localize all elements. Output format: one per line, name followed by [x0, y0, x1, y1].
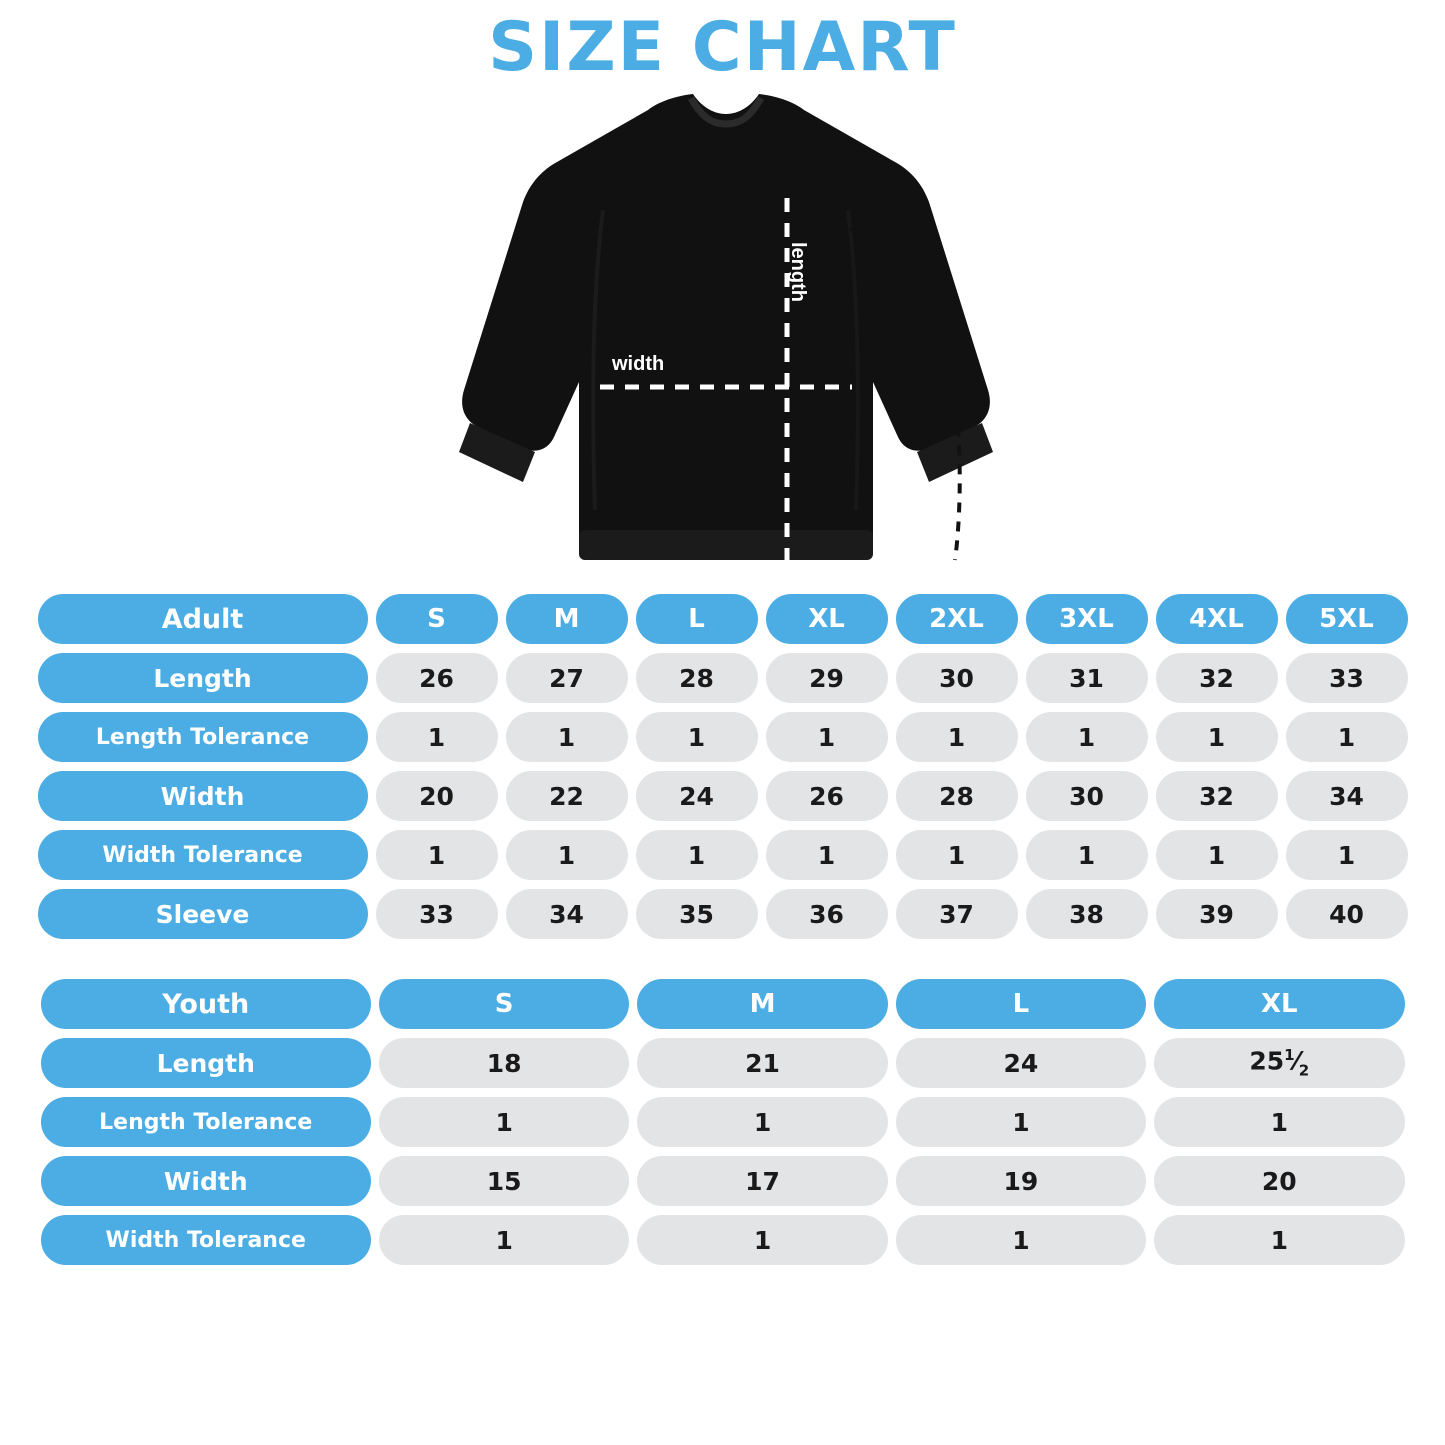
adult-length-tol-xl: 1 — [766, 712, 888, 762]
adult-sleeve-m: 34 — [506, 889, 628, 939]
adult-length-tol-s: 1 — [376, 712, 498, 762]
sleeve-label: sleeve — [896, 286, 934, 348]
page-title: SIZE CHART — [488, 8, 957, 87]
adult-row-label-length: Length — [38, 653, 368, 703]
adult-length-s: 26 — [376, 653, 498, 703]
youth-width-m: 17 — [637, 1156, 887, 1206]
table-row — [38, 712, 1408, 762]
adult-length-2xl: 30 — [896, 653, 1018, 703]
youth-width-tol-l: 1 — [896, 1215, 1146, 1265]
youth-size-table — [33, 970, 1413, 1274]
adult-length-tol-2xl: 1 — [896, 712, 1018, 762]
table-row — [41, 1215, 1405, 1265]
adult-sleeve-l: 35 — [636, 889, 758, 939]
measurement-guides — [0, 90, 1445, 585]
youth-width-tol-s: 1 — [379, 1215, 629, 1265]
adult-size-2xl: 2XL — [896, 594, 1018, 644]
table-row — [41, 1156, 1405, 1206]
width-label: width — [612, 353, 665, 375]
adult-width-tol-xl: 1 — [766, 830, 888, 880]
table-row — [38, 830, 1408, 880]
garment-illustration — [0, 90, 1445, 585]
sweatshirt-graphic — [0, 90, 1445, 585]
table-row — [38, 771, 1408, 821]
adult-size-l: L — [636, 594, 758, 644]
adult-sleeve-5xl: 40 — [1286, 889, 1408, 939]
table-row — [41, 1038, 1405, 1088]
table-spacer — [0, 948, 1445, 970]
adult-sleeve-s: 33 — [376, 889, 498, 939]
adult-size-3xl: 3XL — [1026, 594, 1148, 644]
adult-length-tol-m: 1 — [506, 712, 628, 762]
adult-width-tol-3xl: 1 — [1026, 830, 1148, 880]
youth-length-l: 24 — [896, 1038, 1146, 1088]
adult-length-m: 27 — [506, 653, 628, 703]
adult-sleeve-xl: 36 — [766, 889, 888, 939]
adult-width-5xl: 34 — [1286, 771, 1408, 821]
table-row — [41, 1097, 1405, 1147]
adult-width-3xl: 30 — [1026, 771, 1148, 821]
youth-length-m: 21 — [637, 1038, 887, 1088]
youth-size-xl: XL — [1154, 979, 1404, 1029]
adult-width-s: 20 — [376, 771, 498, 821]
youth-length-tol-xl: 1 — [1154, 1097, 1404, 1147]
adult-length-4xl: 32 — [1156, 653, 1278, 703]
youth-size-m: M — [637, 979, 887, 1029]
youth-row-label-width-tolerance: Width Tolerance — [41, 1215, 371, 1265]
adult-sleeve-2xl: 37 — [896, 889, 1018, 939]
youth-length-tol-l: 1 — [896, 1097, 1146, 1147]
adult-size-m: M — [506, 594, 628, 644]
youth-length-s: 18 — [379, 1038, 629, 1088]
youth-row-label-width: Width — [41, 1156, 371, 1206]
adult-size-table — [30, 585, 1416, 948]
adult-header-label: Adult — [38, 594, 368, 644]
youth-row-label-length: Length — [41, 1038, 371, 1088]
adult-length-tol-5xl: 1 — [1286, 712, 1408, 762]
youth-width-tol-m: 1 — [637, 1215, 887, 1265]
adult-length-tol-3xl: 1 — [1026, 712, 1148, 762]
adult-length-l: 28 — [636, 653, 758, 703]
adult-sleeve-4xl: 39 — [1156, 889, 1278, 939]
adult-width-4xl: 32 — [1156, 771, 1278, 821]
adult-width-tol-5xl: 1 — [1286, 830, 1408, 880]
adult-row-label-width: Width — [38, 771, 368, 821]
table-header-row — [38, 594, 1408, 644]
youth-width-s: 15 — [379, 1156, 629, 1206]
adult-width-tol-m: 1 — [506, 830, 628, 880]
youth-width-tol-xl: 1 — [1154, 1215, 1404, 1265]
table-header-row — [41, 979, 1405, 1029]
youth-width-xl: 20 — [1154, 1156, 1404, 1206]
table-row — [38, 889, 1408, 939]
adult-row-label-length-tolerance: Length Tolerance — [38, 712, 368, 762]
adult-size-5xl: 5XL — [1286, 594, 1408, 644]
adult-size-4xl: 4XL — [1156, 594, 1278, 644]
adult-width-m: 22 — [506, 771, 628, 821]
adult-row-label-sleeve: Sleeve — [38, 889, 368, 939]
youth-length-xl: $25^1⁄_2$ — [1154, 1038, 1404, 1088]
youth-header-label: Youth — [41, 979, 371, 1029]
adult-length-3xl: 31 — [1026, 653, 1148, 703]
adult-width-l: 24 — [636, 771, 758, 821]
table-row — [38, 653, 1408, 703]
adult-width-tol-l: 1 — [636, 830, 758, 880]
adult-sleeve-3xl: 38 — [1026, 889, 1148, 939]
adult-row-label-width-tolerance: Width Tolerance — [38, 830, 368, 880]
adult-width-2xl: 28 — [896, 771, 1018, 821]
adult-width-xl: 26 — [766, 771, 888, 821]
adult-width-tol-2xl: 1 — [896, 830, 1018, 880]
youth-width-l: 19 — [896, 1156, 1146, 1206]
length-label: length — [787, 242, 809, 302]
adult-length-tol-l: 1 — [636, 712, 758, 762]
adult-width-tol-s: 1 — [376, 830, 498, 880]
youth-length-tol-m: 1 — [637, 1097, 887, 1147]
adult-size-s: S — [376, 594, 498, 644]
youth-row-label-length-tolerance: Length Tolerance — [41, 1097, 371, 1147]
youth-length-tol-s: 1 — [379, 1097, 629, 1147]
adult-length-xl: 29 — [766, 653, 888, 703]
adult-width-tol-4xl: 1 — [1156, 830, 1278, 880]
adult-length-5xl: 33 — [1286, 653, 1408, 703]
adult-size-xl: XL — [766, 594, 888, 644]
youth-size-s: S — [379, 979, 629, 1029]
youth-size-l: L — [896, 979, 1146, 1029]
adult-length-tol-4xl: 1 — [1156, 712, 1278, 762]
